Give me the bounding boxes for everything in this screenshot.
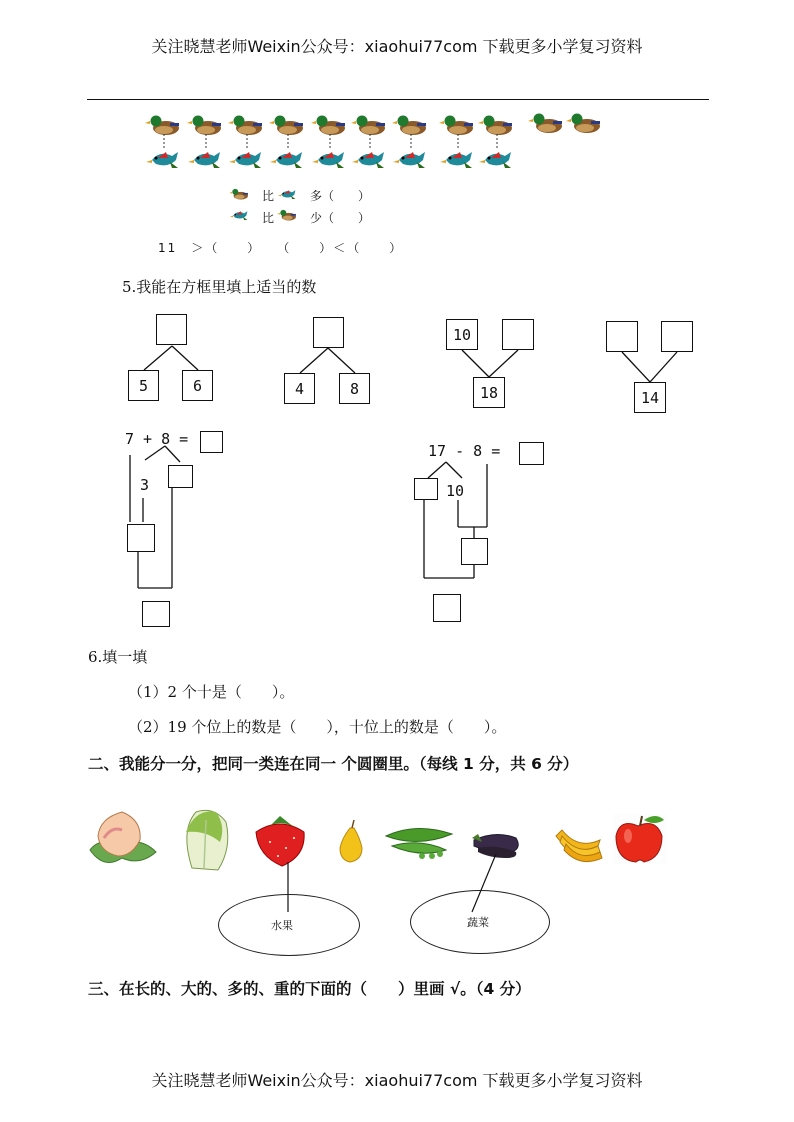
eq1-split-value: 3 <box>140 476 150 494</box>
q6-title: 6.填一填 <box>88 648 148 666</box>
pear-icon[interactable] <box>340 820 362 862</box>
tree3-left-box: 10 <box>446 319 478 350</box>
eq2-expression: 17 - 8 = <box>428 442 501 460</box>
tree1-left-box: 5 <box>128 370 159 401</box>
q6-item2: （2）19 个位上的数是（ ），十位上的数是（ ）。 <box>128 718 507 736</box>
cabbage-icon[interactable] <box>186 810 228 870</box>
q6-item1: （1）2 个十是（ ）。 <box>128 683 295 701</box>
q4-line1-compare: 比 <box>262 189 275 203</box>
eq1-expression: 7 + 8 = <box>125 430 189 448</box>
fruit-circle-label: 水果 <box>271 919 293 932</box>
eq2-split-value: 10 <box>446 482 465 500</box>
page-footer: 关注晓慧老师Weixin公众号：xiaohui77com 下载更多小学复习资料 <box>151 1071 643 1090</box>
strawberry-icon[interactable] <box>256 816 304 866</box>
peach-icon[interactable] <box>90 812 156 863</box>
section2-title: 二、我能分一分，把同一类连在同一 个圆圈里。（每线 1 分，共 6 分） <box>88 755 579 773</box>
tree1-right-box: 6 <box>182 370 213 401</box>
tree2-left-box: 4 <box>284 373 315 404</box>
apple-icon[interactable] <box>613 814 667 864</box>
eggplant-icon[interactable] <box>472 834 518 858</box>
q4-compare-line: 11 ＞（ ） （ ）＜（ ） <box>158 241 404 255</box>
page-header: 关注晓慧老师Weixin公众号：xiaohui77com 下载更多小学复习资料 <box>151 37 643 56</box>
tree3-bottom-box: 18 <box>473 377 505 408</box>
banana-icon[interactable] <box>556 830 602 862</box>
q4-line2-compare: 比 <box>262 211 275 225</box>
tree4-bottom-box: 14 <box>634 382 666 413</box>
tree2-right-box: 8 <box>339 373 370 404</box>
q5-title: 5.我能在方框里填上适当的数 <box>122 278 317 296</box>
peas-icon[interactable] <box>386 828 452 859</box>
section3-title: 三、在长的、大的、多的、重的下面的（ ）里画 √。（4 分） <box>88 980 531 998</box>
vegetable-circle-label: 蔬菜 <box>467 916 489 929</box>
q4-line1-end: 多（ ） <box>310 189 371 203</box>
q4-line2-end: 少（ ） <box>310 211 371 225</box>
